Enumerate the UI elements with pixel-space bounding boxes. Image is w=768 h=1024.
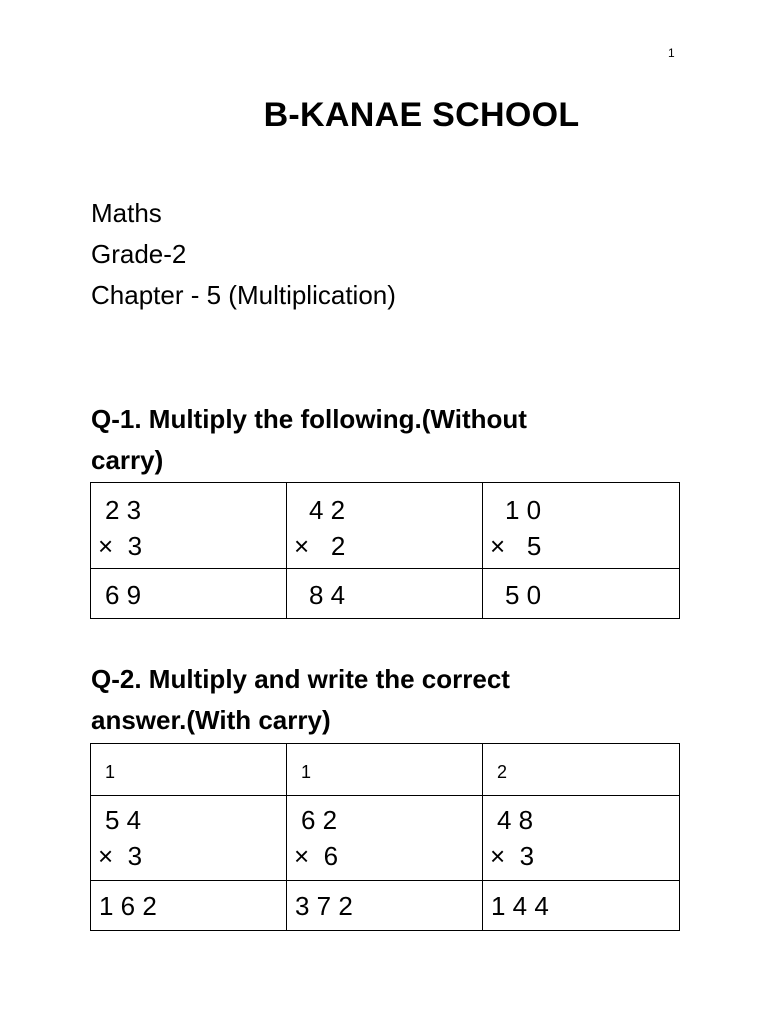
problem-multiplier: × 2 xyxy=(294,531,346,561)
question-1-answer-cell xyxy=(91,569,287,619)
question-1-answer-cell xyxy=(483,569,680,619)
question-1-heading-line1: Q-1. Multiply the following.(Without xyxy=(91,404,527,434)
question-1-problem-cell xyxy=(287,483,483,569)
page-number: 1 xyxy=(668,46,675,60)
answer-value: 1 6 2 xyxy=(99,891,157,921)
question-2-carry-cell xyxy=(91,744,287,796)
problem-multiplier: × 3 xyxy=(98,841,143,871)
question-2-problem-cell xyxy=(287,796,483,881)
problem-top-number: 4 2 xyxy=(309,495,346,525)
question-1-heading-line2: carry) xyxy=(91,445,164,475)
question-2-problem-cell xyxy=(483,796,680,881)
question-1-problem-cell xyxy=(483,483,680,569)
question-2-carry-cell xyxy=(483,744,680,796)
problem-multiplier: × 5 xyxy=(490,531,542,561)
question-2-problem-cell xyxy=(91,796,287,881)
answer-value: 5 0 xyxy=(505,580,542,610)
question-1-problem-cell xyxy=(91,483,287,569)
question-1-problem-row xyxy=(91,483,680,569)
question-2-table xyxy=(90,743,680,931)
problem-multiplier: × 3 xyxy=(98,531,143,561)
answer-value: 1 4 4 xyxy=(491,891,549,921)
question-1-heading xyxy=(91,399,651,481)
problem-top-number: 1 0 xyxy=(505,495,542,525)
problem-multiplier: × 3 xyxy=(490,841,535,871)
answer-value: 3 7 2 xyxy=(295,891,353,921)
question-1-table xyxy=(90,482,680,619)
question-2-heading-line2: answer.(With carry) xyxy=(91,705,331,735)
answer-value: 6 9 xyxy=(105,580,142,610)
answer-value: 8 4 xyxy=(309,580,346,610)
problem-top-number: 4 8 xyxy=(497,805,534,835)
problem-top-number: 2 3 xyxy=(105,495,142,525)
question-2-answer-cell xyxy=(287,881,483,931)
question-2-heading-line1: Q-2. Multiply and write the correct xyxy=(91,664,510,694)
question-2-answer-cell xyxy=(483,881,680,931)
carry-digit: 2 xyxy=(497,762,508,782)
chapter-label: Chapter - 5 (Multiplication) xyxy=(91,280,396,310)
problem-top-number: 5 4 xyxy=(105,805,142,835)
question-1-answer-row xyxy=(91,569,680,619)
question-2-carry-cell xyxy=(287,744,483,796)
subject-label: Maths xyxy=(91,198,162,228)
problem-top-number: 6 2 xyxy=(301,805,338,835)
problem-multiplier: × 6 xyxy=(294,841,339,871)
carry-digit: 1 xyxy=(105,762,116,782)
question-1-answer-cell xyxy=(287,569,483,619)
carry-digit: 1 xyxy=(301,762,312,782)
question-2-answer-row xyxy=(91,881,680,931)
question-2-carry-row xyxy=(91,744,680,796)
question-2-heading xyxy=(91,659,651,741)
question-2-problem-row xyxy=(91,796,680,881)
school-title: B-KANAE SCHOOL xyxy=(263,96,580,134)
grade-label: Grade-2 xyxy=(91,239,187,269)
question-2-answer-cell xyxy=(91,881,287,931)
